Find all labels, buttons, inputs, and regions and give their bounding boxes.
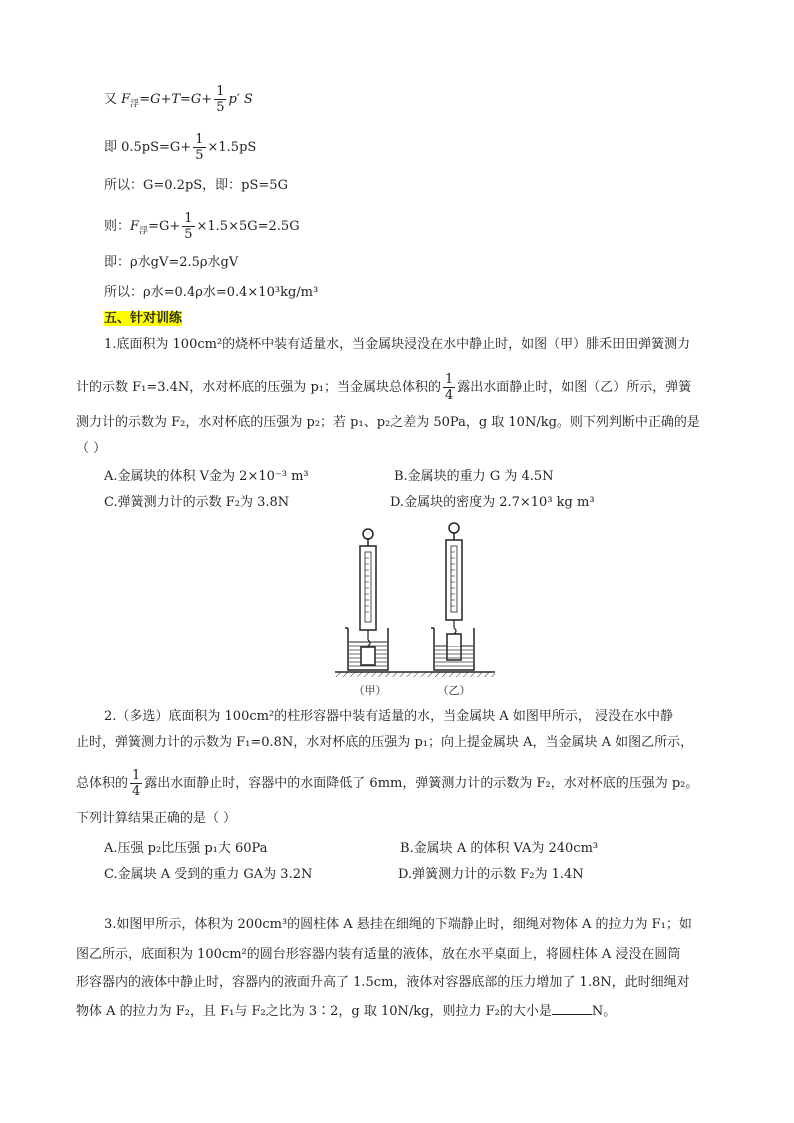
- derivation-line-3: 所以：G=0.2pS，即：pS=5G: [104, 178, 288, 193]
- scale-jia: [345, 529, 388, 670]
- figure-label-yi: （乙）: [437, 684, 471, 697]
- q2-line-4: 下列计算结果正确的是（ ）: [76, 811, 237, 826]
- q2-line-1: 2.（多选）底面积为 100cm²的柱形容器中装有适量的水，当金属块 A 如图甲所示， 浸没在水中静: [104, 709, 673, 724]
- q3-line-4: [76, 1002, 616, 1021]
- q2-option-c: C.金属块 A 受到的重力 GA为 3.2N: [104, 867, 313, 882]
- derivation-line-5: 即：ρ水gV=2.5ρ水gV: [104, 255, 239, 270]
- denominator: 5: [195, 148, 204, 163]
- denominator: 5: [216, 100, 225, 115]
- text: =G+: [148, 219, 181, 234]
- denominator: 4: [132, 784, 141, 799]
- denominator: 5: [184, 227, 193, 242]
- q1-line-3: 测力计的示数为 F₂，水对杯底的压强为 p₂；若 p₁、p₂之差为 50Pa，g 取 10N/kg。则下列判断中正确的是: [76, 415, 700, 430]
- fraction: [443, 372, 455, 403]
- derivation-line-4: [104, 211, 300, 242]
- scale-yi: [431, 523, 474, 670]
- text: 露出水面静止时，如图（乙）所示，弹簧: [457, 380, 692, 395]
- text: 露出水面静止时，容器中的水面降低了 6mm，弹簧测力计的示数为 F₂，水对杯底的压强为 p₂。: [144, 776, 699, 791]
- derivation-line-1: [104, 84, 253, 115]
- numerator: 1: [132, 768, 141, 783]
- text: N。: [591, 1004, 617, 1019]
- fraction: [193, 132, 205, 163]
- q1-line-1: 1.底面积为 100cm²的烧杯中装有适量水，当金属块浸没在水中静止时，如图（甲）腓禾田田弹簧测力: [104, 337, 691, 352]
- derivation-line-2: [104, 132, 256, 163]
- fraction: [130, 768, 142, 799]
- q1-line-4: （ ）: [76, 441, 107, 456]
- fraction: [182, 211, 194, 242]
- text: =G+T=G+: [139, 92, 213, 107]
- text: ×1.5pS: [207, 140, 257, 155]
- denominator: 4: [444, 388, 454, 403]
- text: p: [228, 92, 237, 107]
- numerator: 1: [216, 84, 225, 99]
- q1-option-d: D.金属块的密度为 2.7×10³ kg m³: [390, 495, 595, 510]
- derivation-line-6: 所以：ρ水=0.4ρ水=0.4×10³kg/m³: [104, 285, 319, 300]
- q2-option-a: A.压强 p₂比压强 p₁大 60Pa: [104, 841, 268, 856]
- fraction: [214, 84, 226, 115]
- q2-option-b: B.金属块 A 的体积 VA为 240cm³: [400, 841, 599, 856]
- q2-option-d: D.弹簧测力计的示数 F₂为 1.4N: [398, 867, 584, 882]
- q2-line-3: [76, 768, 698, 799]
- q3-line-3: 形容器内的液体中静止时，容器内的液面升高了 1.5cm，液体对容器底部的压力增加了 1.8N，此时细绳对: [76, 975, 690, 990]
- numerator: 1: [184, 211, 193, 226]
- subscript: 浮: [139, 226, 149, 237]
- section-header-text: 五、针对训练: [104, 311, 183, 326]
- q1-option-a: A.金属块的体积 V金为 2×10⁻³ m³: [104, 469, 309, 484]
- text: 物体 A 的拉力为 F₂，且 F₁与 F₂之比为 3∶2，g 取 10N/kg，则拉力 F₂的大小是: [76, 1004, 552, 1019]
- text: ×1.5×5G=2.5G: [196, 219, 300, 234]
- text: 即 0.5pS=G+: [104, 140, 192, 155]
- figure-label-jia: （甲）: [353, 684, 387, 697]
- q1-option-c: C.弹簧测力计的示数 F₂为 3.8N: [104, 495, 290, 510]
- text: 计的示数 F₁=3.4N，水对杯底的压强为 p₁；当金属块总体积的: [76, 380, 441, 395]
- numerator: 1: [444, 372, 454, 387]
- q3-line-2: 图乙所示，底面积为 100cm²的圆台形容器内装有适量的液体，放在水平桌面上，将圆柱体 A 浸没在圆筒: [76, 947, 681, 962]
- section-header: [104, 310, 182, 328]
- answer-blank[interactable]: [552, 1002, 592, 1015]
- q2-line-2: 止时，弹簧测力计的示数为 F₁=0.8N，水对杯底的压强为 p₁；向上提金属块 A，当金属块 A 如图乙所示，: [76, 735, 694, 750]
- text: ′ S: [236, 92, 253, 107]
- text: F: [130, 219, 140, 234]
- text: F: [121, 92, 131, 107]
- q3-line-1: 3.如图甲所示，体积为 200cm³的圆柱体 A 悬挂在细绳的下端静止时，细绳对物体 A 的拉力为 F₁；如: [104, 917, 692, 932]
- text: 又: [104, 92, 122, 107]
- text: 则：: [104, 219, 131, 234]
- subscript: 浮: [130, 99, 140, 110]
- numerator: 1: [195, 132, 204, 147]
- q1-option-b: B.金属块的重力 G 为 4.5N: [394, 469, 554, 484]
- text: 总体积的: [76, 776, 129, 791]
- spring-scale-figure: [330, 520, 500, 700]
- q1-line-2: [76, 372, 691, 403]
